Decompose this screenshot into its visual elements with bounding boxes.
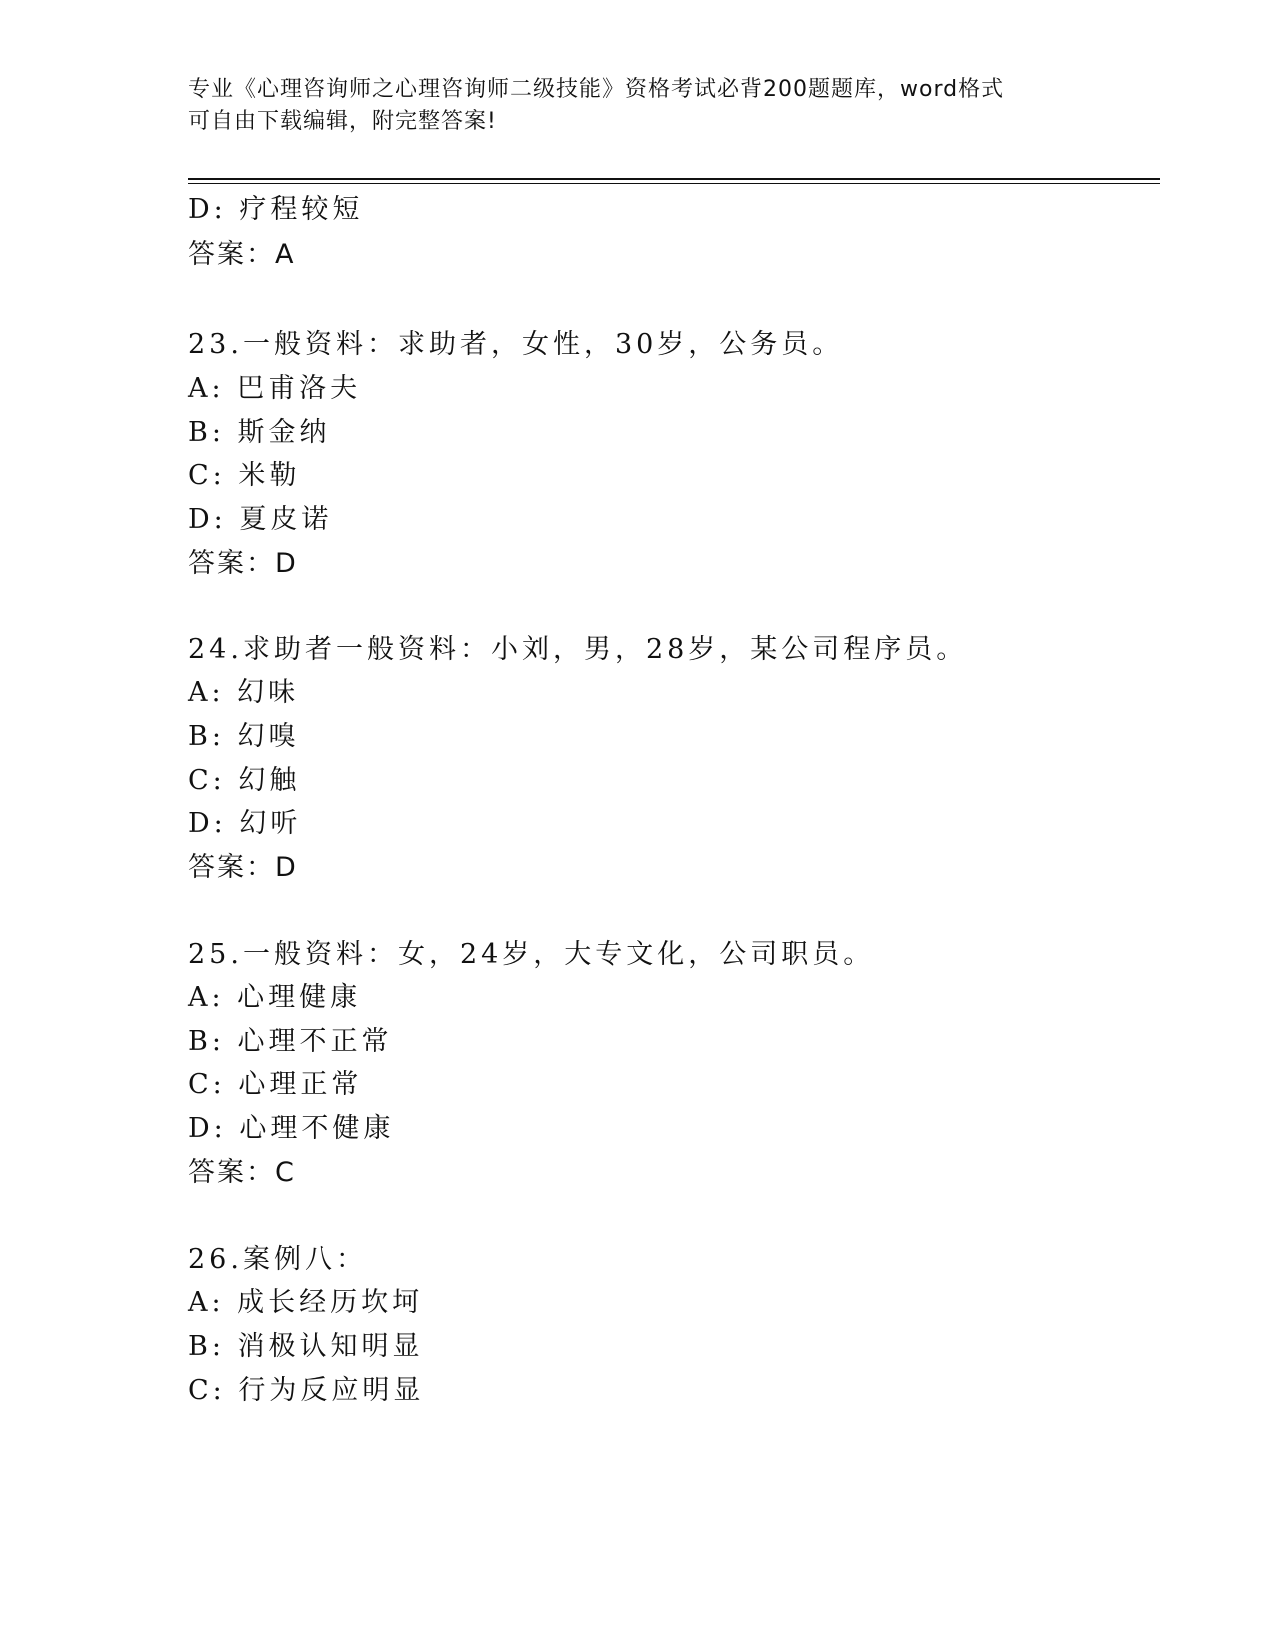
answer-line: 答案：C — [188, 1157, 296, 1188]
option-a: A: 巴甫洛夫 — [188, 373, 362, 404]
answer-line: 答案：A — [188, 239, 296, 270]
document-header — [188, 74, 1088, 138]
header-divider-thick — [188, 178, 1160, 180]
option-d: D: 幻听 — [188, 808, 302, 839]
question-stem: 23.一般资料：求助者，女性，30岁，公务员。 — [188, 329, 844, 360]
option-c: C: 心理正常 — [188, 1069, 363, 1100]
option-c: C: 幻触 — [188, 765, 301, 796]
answer-line: 答案：D — [188, 852, 298, 883]
option-b: B: 心理不正常 — [188, 1026, 393, 1057]
option-a: A: 成长经历坎坷 — [188, 1287, 424, 1318]
option-b: B: 消极认知明显 — [188, 1331, 424, 1362]
header-divider-thin — [188, 183, 1160, 184]
option-a: A: 心理健康 — [188, 982, 362, 1013]
option-d: D: 心理不健康 — [188, 1113, 395, 1144]
option-b: B: 斯金纳 — [188, 417, 331, 448]
option-c: C: 米勒 — [188, 460, 301, 491]
answer-line: 答案：D — [188, 548, 298, 579]
question-stem: 25.一般资料：女，24岁，大专文化，公司职员。 — [188, 939, 875, 970]
question-stem: 26.案例八： — [188, 1244, 367, 1275]
option-b: B: 幻嗅 — [188, 721, 300, 752]
question-stem: 24.求助者一般资料：小刘，男，28岁，某公司程序员。 — [188, 634, 968, 665]
header-line-2: 可自由下载编辑，附完整答案! — [188, 109, 497, 134]
option-d: D: 疗程较短 — [188, 194, 364, 225]
header-line-1: 专业《心理咨询师之心理咨询师二级技能》资格考试必背200题题库，word格式 — [188, 77, 1005, 102]
option-c: C: 行为反应明显 — [188, 1375, 425, 1406]
option-a: A: 幻味 — [188, 677, 300, 708]
option-d: D: 夏皮诺 — [188, 504, 333, 535]
